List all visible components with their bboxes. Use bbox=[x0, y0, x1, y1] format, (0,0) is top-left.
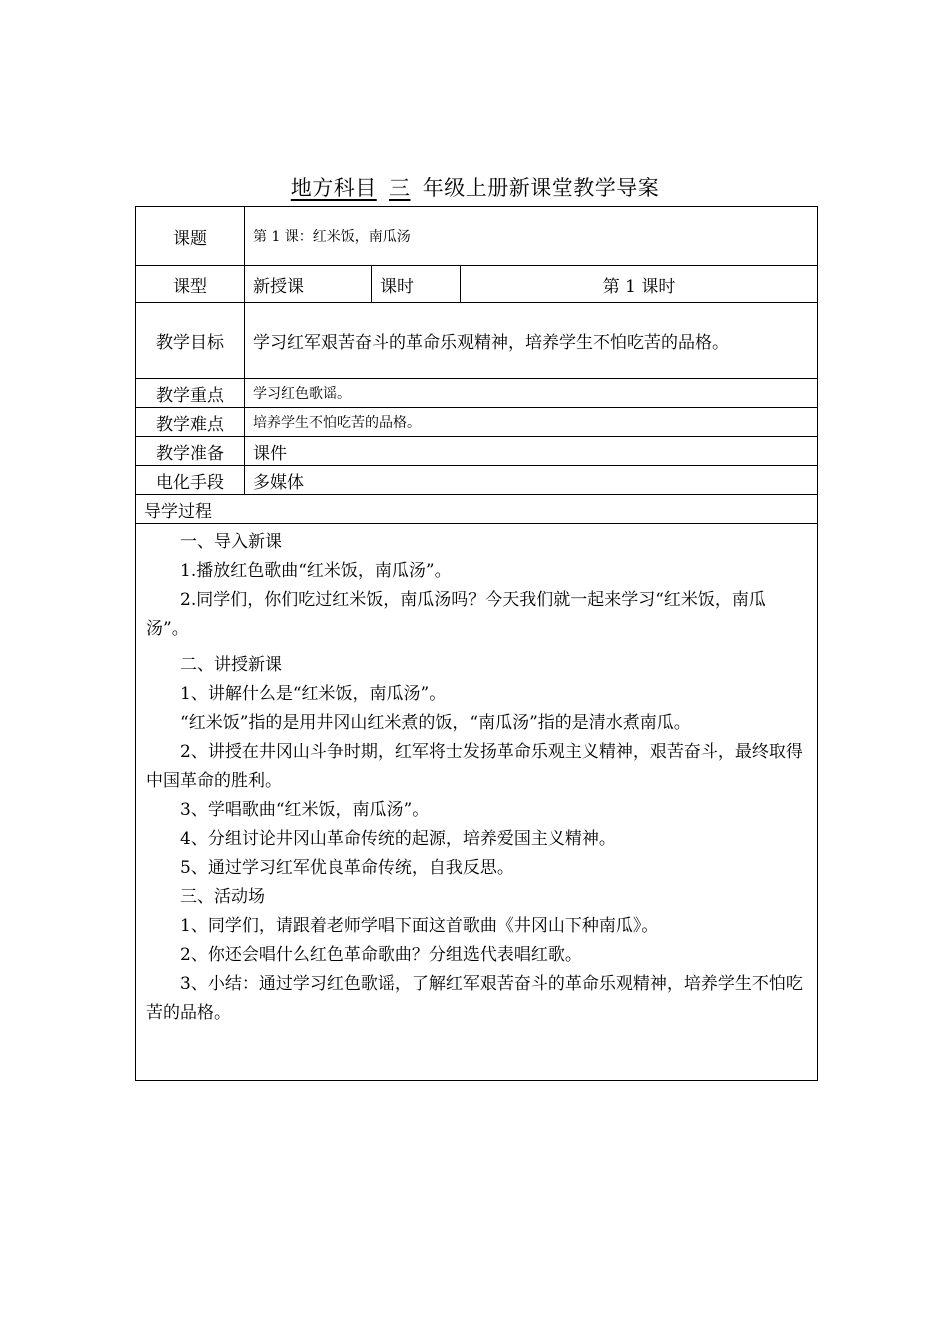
lesson-plan-table bbox=[135, 206, 818, 1081]
process-line: “红米饭”指的是用井冈山红米煮的饭，“南瓜汤”指的是清水煮南瓜。 bbox=[180, 713, 691, 733]
process-line: 2、你还会唱什么红色革命歌曲？分组选代表唱红歌。 bbox=[180, 945, 582, 965]
process-row bbox=[136, 524, 818, 1081]
topic-label: 课题 bbox=[136, 207, 245, 266]
process-line: 3、学唱歌曲“红米饭，南瓜汤”。 bbox=[180, 800, 430, 820]
process-content bbox=[136, 524, 818, 1081]
title-subject: 地方科目 bbox=[290, 176, 377, 200]
key-point-label: 教学重点 bbox=[136, 379, 245, 408]
title-rest: 年级上册新课堂教学导案 bbox=[422, 176, 660, 200]
process-line: 三、活动场 bbox=[180, 887, 265, 907]
period-value: 第 1 课时 bbox=[461, 266, 818, 303]
difficulty-label: 教学难点 bbox=[136, 408, 245, 437]
process-line: 一、导入新课 bbox=[180, 532, 282, 552]
media-label: 电化手段 bbox=[136, 466, 245, 495]
prep-value: 课件 bbox=[245, 437, 818, 466]
topic-value: 第 1 课：红米饭，南瓜汤 bbox=[245, 207, 818, 266]
goal-label: 教学目标 bbox=[136, 303, 245, 379]
prep-label: 教学准备 bbox=[136, 437, 245, 466]
media-value: 多媒体 bbox=[245, 466, 818, 495]
goal-value: 学习红军艰苦奋斗的革命乐观精神，培养学生不怕吃苦的品格。 bbox=[245, 303, 818, 379]
type-row bbox=[136, 266, 818, 303]
process-line: 3、小结：通过学习红色歌谣，了解红军艰苦奋斗的革命乐观精神，培养学生不怕吃苦的品格。 bbox=[146, 974, 803, 1023]
difficulty-value: 培养学生不怕吃苦的品格。 bbox=[245, 408, 818, 437]
period-label: 课时 bbox=[372, 266, 461, 303]
process-line: 1、同学们，请跟着老师学唱下面这首歌曲《井冈山下种南瓜》。 bbox=[180, 916, 659, 936]
process-line: 2.同学们，你们吃过红米饭，南瓜汤吗？今天我们就一起来学习“红米饭，南瓜汤”。 bbox=[146, 590, 766, 639]
process-heading-row bbox=[136, 495, 818, 524]
type-value: 新授课 bbox=[245, 266, 372, 303]
difficulty-row bbox=[136, 408, 818, 437]
topic-row bbox=[136, 207, 818, 266]
process-line: 1、讲解什么是“红米饭，南瓜汤”。 bbox=[180, 684, 447, 704]
key-point-value: 学习红色歌谣。 bbox=[245, 379, 818, 408]
key-point-row bbox=[136, 379, 818, 408]
type-label: 课型 bbox=[136, 266, 245, 303]
process-heading: 导学过程 bbox=[136, 495, 818, 524]
title-grade: 三 bbox=[389, 176, 411, 200]
process-line: 5、通过学习红军优良革命传统，自我反思。 bbox=[180, 858, 514, 878]
document-title bbox=[0, 174, 950, 202]
prep-row bbox=[136, 437, 818, 466]
goal-row bbox=[136, 303, 818, 379]
process-line: 4、分组讨论井冈山革命传统的起源，培养爱国主义精神。 bbox=[180, 829, 616, 849]
process-line: 1.播放红色歌曲“红米饭，南瓜汤”。 bbox=[180, 561, 452, 581]
process-line: 二、讲授新课 bbox=[180, 655, 282, 675]
process-line: 2、讲授在井冈山斗争时期，红军将士发扬革命乐观主义精神，艰苦奋斗，最终取得中国革命的胜利。 bbox=[146, 742, 803, 791]
media-row bbox=[136, 466, 818, 495]
